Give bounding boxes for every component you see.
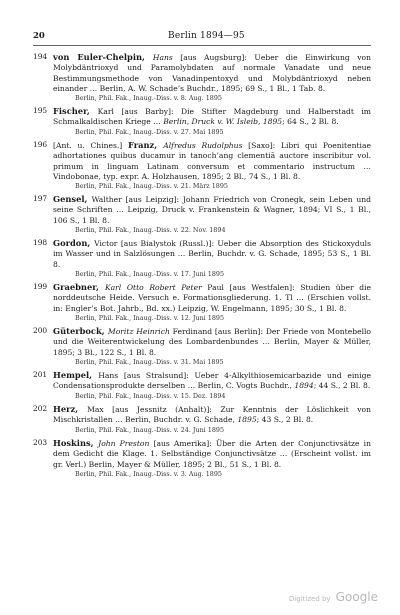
bibliography-entry	[33, 438, 371, 479]
entry-segment: Ferdinand [aus Berlin]: Der Friede von Montebello und die Weiterentwickelung des Lombardenbundes … Berlin, Mayer & Müller, 1895; 3 Bl., 122 S., 1 Bl. 8.	[53, 327, 371, 357]
dissertation-note: Berlin, Phil. Fak., Inaug.-Diss. v. 27. Mai 1895	[75, 127, 224, 136]
dissertation-note: Berlin, Phil. Fak., Inaug.-Diss. v. 3. Aug. 1895	[75, 469, 222, 478]
watermark-prefix: Digitized by	[288, 595, 331, 603]
italic-text: Hans	[152, 53, 173, 62]
entry-text	[53, 140, 371, 182]
bibliography-entry	[33, 52, 371, 103]
author-name: Fischer,	[53, 106, 98, 116]
author-name: von Euler-Chelpin,	[53, 52, 153, 62]
entry-number: 198	[33, 238, 48, 247]
bibliography-entry	[33, 370, 371, 401]
entry-number: 201	[33, 370, 48, 379]
watermark	[289, 586, 378, 605]
entry-segment: Walther [aus Leipzig]: Johann Friedrich von Cronegk, sein Leben und seine Schriften … Leipzig, Druck v. Frankenstein & Wagner, 1894; VI S., 1 Bl., 106 S., 1 Bl. 8.	[53, 195, 372, 225]
bibliography-entry	[33, 194, 371, 235]
italic-text: Berlin, Druck v. W. Isleib, 1895	[163, 117, 283, 127]
entry-text	[53, 282, 371, 314]
entry-segment: Karl [aus Barby]: Die Stifter Magdeburg und Halberstadt im Schmalkaldischen Kriege …	[53, 107, 371, 127]
entry-number: 196	[33, 140, 48, 149]
entry-number: 199	[33, 282, 48, 291]
author-name: Franz,	[127, 140, 164, 150]
author-name: Graebner,	[53, 282, 105, 292]
italic-text: Moritz Heinrich	[107, 327, 170, 336]
dissertation-note: Berlin, Phil. Fak., Inaug.-Diss. v. 17. Juni 1895	[75, 269, 225, 278]
running-title: Berlin 1894—95	[168, 31, 245, 41]
italic-text: Rudolphus	[201, 141, 243, 150]
entry-number: 194	[33, 52, 48, 61]
author-name: Gordon,	[53, 238, 95, 248]
entry-segment: [aus Amerika]: Über die Arten der Conjunctivsätze in dem Gedicht die Klage. 1. Selbständige Conjunctivsätze … (Erscheint vollst. im gr. Verl.) Berlin, Mayer & Müller, 1895; 2 Bl., 51 S., 1 Bl. 8.	[53, 439, 371, 469]
dissertation-note: Berlin, Phil. Fak., Inaug.-Diss. v. 21. März 1895	[75, 182, 228, 191]
entry-number: 197	[33, 194, 48, 203]
author-name: Gensel,	[53, 194, 92, 204]
entry-segment: [Saxo]: Libri qui Poenitentiae adhortationes quibus ducamur in tanoch’ang clementiā auctore inscribitur vol. primum in linguam Latinam conversum et commentario instructum … Vindobonae, typ. expr. A. Holzhausen, 1895; 2 Bl., 74 S., 1 Bl. 8.	[53, 141, 371, 181]
author-name: Hempel,	[53, 370, 99, 380]
bibliography-entry	[33, 106, 371, 137]
bibliography-entry	[33, 326, 371, 367]
header-rule	[33, 45, 371, 46]
entry-text	[53, 52, 371, 94]
author-name: Hoskins,	[53, 438, 99, 448]
italic-text: 1894	[294, 381, 314, 391]
entry-text	[53, 404, 371, 426]
entry-segment: Max [aus Jessnitz (Anhalt)]: Zur Kenntnis der Löslichkeit von Mischkristallen … Berlin, Buchdr. v. G. Schade,	[53, 405, 372, 425]
dissertation-note: Berlin, Phil. Fak., Inaug.-Diss. v. 22. Nov. 1894	[75, 225, 226, 234]
entry-segment: ; 44 S., 2 Bl. 8.	[313, 381, 371, 391]
entry-text	[53, 438, 371, 470]
bibliography-entry	[33, 404, 371, 435]
italic-text: John Preston	[98, 439, 150, 448]
dissertation-note: Berlin, Phil. Fak., Inaug.-Diss. v. 15. Dez. 1894	[75, 391, 226, 400]
bibliography-entry	[33, 140, 371, 191]
entry-text	[53, 326, 371, 358]
bibliography-entry	[33, 238, 371, 279]
page-number: 20	[33, 31, 45, 41]
dissertation-note: Berlin, Phil. Fak., Inaug.-Diss. v. 12. Juni 1895	[75, 313, 225, 322]
entry-segment: [aus Augsburg]: Ueber die Einwirkung von Molybdäntrioxyd und Paramolybdaten auf normale Vanadate und neue Bestimmungsmethode von Vanadinpentoxyd und Molybdäntrioxyd neben einander … Berlin, A. W. Schade’s Buchdr., 1895; 69 S., 1 Bl., 1 Tab. 8.	[53, 53, 371, 93]
watermark-brand: Google	[335, 590, 378, 604]
author-name: Güterbock,	[53, 326, 108, 336]
bibliography-entry	[33, 282, 371, 323]
entry-segment: Victor [aus Bialystok (Russl.)]: Ueber die Absorption des Stickoxyduls im Wasser und in Salzlösungen … Berlin, Buchdr. v. G. Schade, 1895; 53 S., 1 Bl. 8.	[53, 239, 371, 269]
italic-text: Karl Otto Robert Peter	[104, 283, 202, 292]
page-header	[0, 31, 400, 45]
entry-text	[53, 238, 371, 270]
entry-segment: Hans [aus Stralsund]: Ueber 4-Alkylthiosemicarbazide und einige Condensationsprodukte derselben … Berlin, C. Vogts Buchdr.,	[53, 371, 371, 391]
entry-segment: ; 43 S., 2 Bl. 8.	[256, 415, 314, 425]
entry-number: 200	[33, 326, 48, 335]
entry-text	[53, 370, 371, 392]
entry-number: 195	[33, 106, 48, 115]
entry-segment: ; 64 S., 2 Bl. 8.	[282, 117, 339, 127]
italic-text: Alfredus	[163, 141, 202, 150]
dissertation-note: Berlin, Phil. Fak., Inaug.-Diss. v. 31. Mai 1895	[75, 357, 224, 366]
entry-text	[53, 194, 371, 226]
dissertation-note: Berlin, Phil. Fak., Inaug.-Diss. v. 8. Aug. 1895	[75, 94, 222, 103]
italic-text: 1895	[237, 415, 257, 425]
entry-number: 202	[33, 404, 48, 413]
entry-text	[53, 106, 371, 128]
entry-segment: Paul [aus Westfalen]: Studien über die norddeutsche Heide. Versuch e. Formationsgliederung. 1. Tl … (Erschien vollst. in: Engler’s Bot. Jahrb., Bd. xx.) Leipzig, W. Engelmann, 1895; 30 S., 1 Bl. 8.	[53, 283, 371, 313]
entry-number: 203	[33, 438, 48, 447]
author-name: Herz,	[53, 404, 88, 414]
dissertation-note: Berlin, Phil. Fak., Inaug.-Diss. v. 24. Juni 1895	[75, 425, 225, 434]
entry-segment: [Ant. u. Chines.]	[53, 141, 128, 150]
